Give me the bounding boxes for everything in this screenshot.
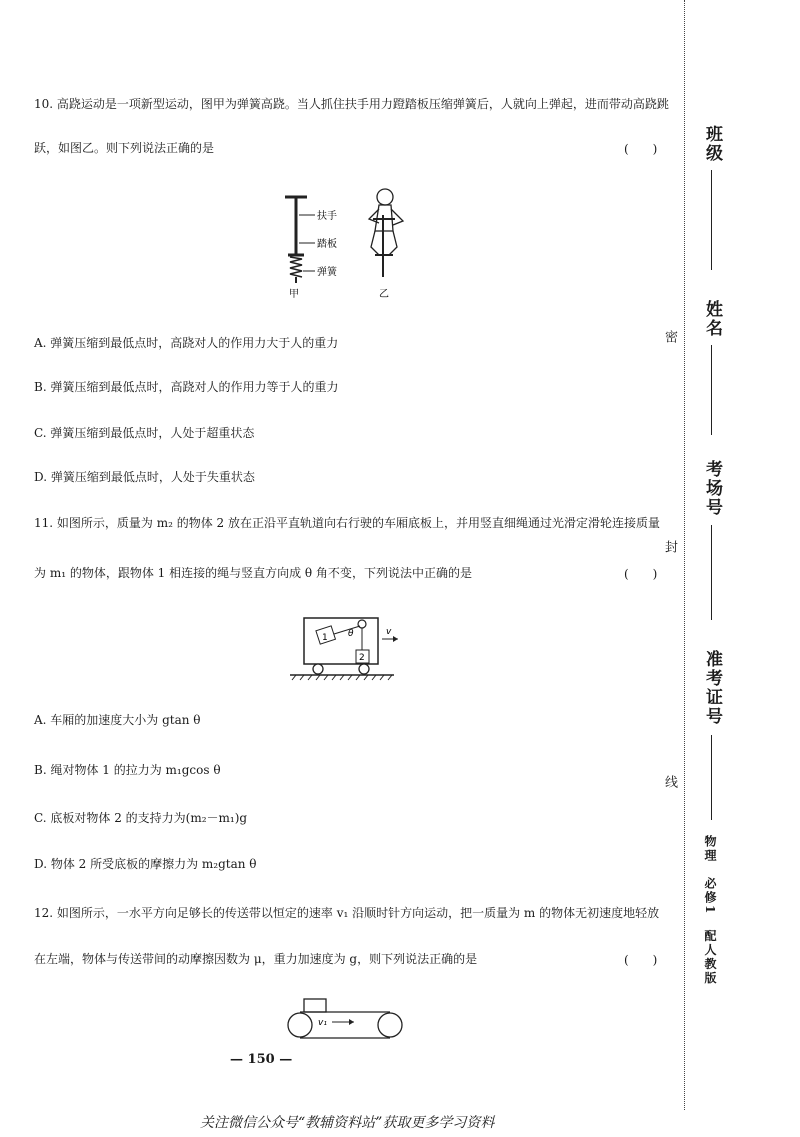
q10-option-c: C. 弹簧压缩到最低点时，人处于超重状态 — [34, 426, 255, 440]
q10-answer-paren: ( ) — [624, 142, 658, 156]
q10-figure — [275, 185, 435, 305]
q12-velocity-label: v₁ — [318, 1018, 327, 1028]
q11-velocity-label: v — [386, 627, 392, 637]
q10-stem-line1: 10. 高跷运动是一项新型运动，图甲为弹簧高跷。当人抓住扶手用力蹬踏板压缩弹簧后，人就向上弹起，进而带动高跷跳 — [34, 97, 669, 111]
q12-figure — [282, 995, 412, 1045]
q10-option-a: A. 弹簧压缩到最低点时，高跷对人的作用力大于人的重力 — [34, 336, 339, 350]
q10-label-yi: 乙 — [379, 289, 389, 300]
q10-option-b: B. 弹簧压缩到最低点时，高跷对人的作用力等于人的重力 — [34, 380, 339, 394]
exam-room-label: 考场号 — [702, 460, 722, 517]
name-label: 姓名 — [702, 300, 722, 338]
footer-notice: 关注微信公众号“教辅资料站”获取更多学习资料 — [200, 1115, 495, 1131]
q11-figure — [290, 612, 410, 687]
name-fill-line — [711, 345, 712, 435]
q11-option-b: B. 绳对物体 1 的拉力为 m₁gcos θ — [34, 763, 221, 777]
q11-theta-label: θ — [348, 629, 354, 639]
page-number: — 150 — — [230, 1052, 293, 1067]
q12-answer-paren: ( ) — [624, 953, 658, 967]
q10-label-pedal: 踏板 — [317, 239, 337, 250]
seal-mi: 密 — [662, 330, 677, 343]
ticket-fill-line — [711, 735, 712, 820]
q11-block2-label: 2 — [359, 653, 365, 663]
q10-label-jia: 甲 — [289, 289, 299, 300]
ticket-number-label: 准考证号 — [702, 650, 722, 726]
q10-label-spring: 弹簧 — [317, 267, 337, 278]
q12-stem-line2: 在左端，物体与传送带间的动摩擦因数为 μ，重力加速度为 g，则下列说法正确的是 — [34, 952, 478, 966]
class-fill-line — [711, 170, 712, 270]
class-label: 班级 — [702, 125, 722, 163]
q11-option-a: A. 车厢的加速度大小为 gtan θ — [34, 713, 201, 727]
q12-stem-line1: 12. 如图所示，一水平方向足够长的传送带以恒定的速率 v₁ 沿顺时针方向运动，把一质量为 m 的物体无初速度地轻放 — [34, 906, 660, 920]
q11-stem-line1: 11. 如图所示，质量为 m₂ 的物体 2 放在正沿平直轨道向右行驶的车厢底板上，并用竖直细绳通过光滑定滑轮连接质量 — [34, 516, 660, 530]
q11-option-c: C. 底板对物体 2 的支持力为(m₂－m₁)g — [34, 811, 248, 825]
seal-xian: 线 — [662, 775, 677, 788]
seal-feng: 封 — [662, 540, 677, 553]
binding-dotted-line — [684, 0, 685, 1110]
exam-room-fill-line — [711, 525, 712, 620]
q11-block1-label: 1 — [322, 633, 328, 643]
q11-stem-line2: 为 m₁ 的物体，跟物体 1 相连接的绳与竖直方向成 θ 角不变，下列说法中正确的是 — [34, 566, 472, 580]
q10-option-d: D. 弹簧压缩到最低点时，人处于失重状态 — [34, 470, 255, 484]
q10-stem-line2: 跃，如图乙。则下列说法正确的是 — [34, 141, 215, 155]
q10-label-handle: 扶手 — [317, 211, 337, 222]
q11-answer-paren: ( ) — [624, 567, 658, 581]
book-info: 物理 必修1 配人教版 — [703, 835, 717, 986]
q11-option-d: D. 物体 2 所受底板的摩擦力为 m₂gtan θ — [34, 857, 257, 871]
